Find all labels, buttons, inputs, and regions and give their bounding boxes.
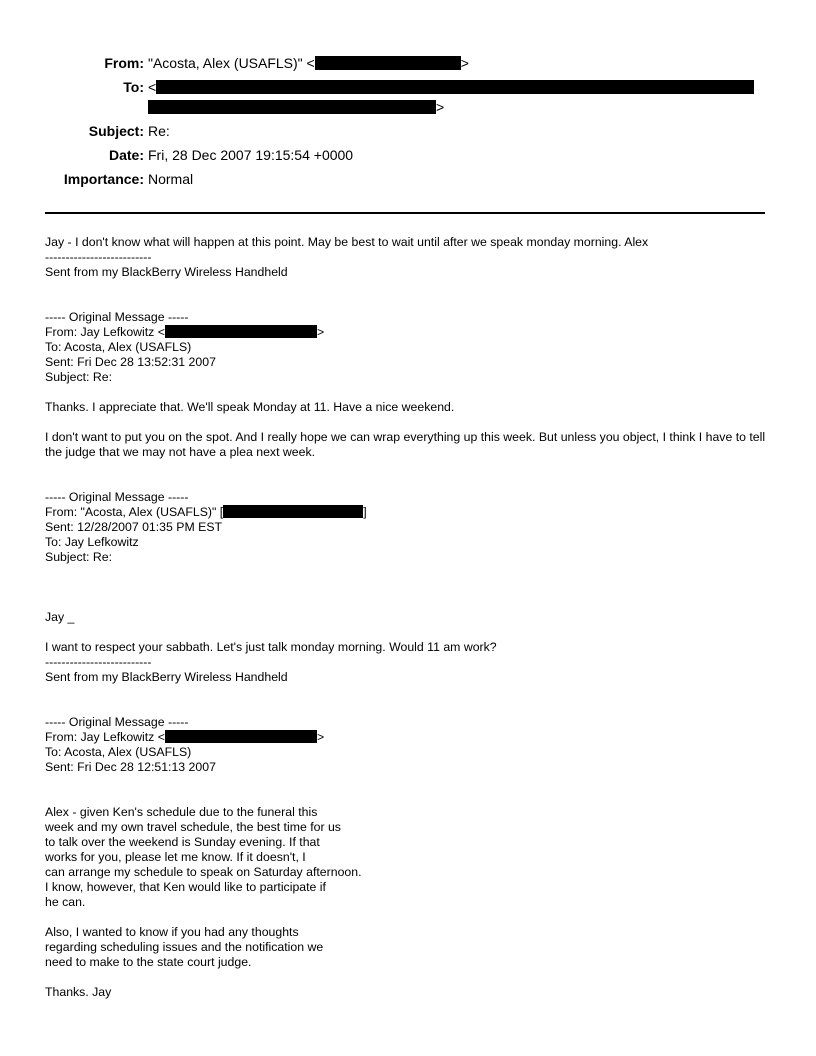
greeting: Jay _ — [45, 610, 75, 624]
from-bracket: > — [460, 55, 469, 71]
from-bracket: > — [316, 325, 325, 339]
body-line: can arrange my schedule to speak on Saturday afternoon. — [45, 865, 362, 879]
from-bracket: ] — [363, 505, 367, 519]
to-value-continued — [148, 99, 444, 116]
original-message-heading: ----- Original Message ----- — [45, 490, 189, 504]
from-text: From: Jay Lefkowitz < — [45, 730, 165, 744]
importance-value: Normal — [148, 171, 194, 187]
original-to: To: Jay Lefkowitz — [45, 535, 139, 549]
original-to: To: Acosta, Alex (USAFLS) — [45, 745, 192, 759]
redaction-bar — [315, 56, 461, 70]
from-label: From: — [104, 55, 144, 71]
redaction-bar — [223, 505, 363, 518]
message-body: Thanks. I appreciate that. We'll speak Monday at 11. Have a nice weekend. — [45, 400, 455, 414]
body-line: I know, however, that Ken would like to participate if — [45, 880, 326, 894]
message-body: I don't want to put you on the spot. And I really hope we can wrap everything up this week. But unless you object, I think I have to tell the judge that we may not have a plea next week. — [45, 430, 766, 459]
original-message-heading: ----- Original Message ----- — [45, 310, 189, 324]
from-text: From: Jay Lefkowitz < — [45, 325, 165, 339]
from-bracket: > — [316, 730, 325, 744]
subject-label: Subject: — [88, 123, 144, 139]
original-from — [45, 730, 324, 745]
original-subject: Subject: Re: — [45, 550, 112, 564]
separator-line: -------------------------- — [45, 655, 152, 669]
original-from — [45, 505, 367, 520]
body-line: Also, I wanted to know if you had any thoughts — [45, 925, 299, 939]
signature: Sent from my BlackBerry Wireless Handheld — [45, 265, 288, 279]
body-line: he can. — [45, 895, 86, 909]
body-line: regarding scheduling issues and the notification we — [45, 940, 324, 954]
from-name: "Acosta, Alex (USAFLS)" < — [148, 55, 315, 71]
body-line: to talk over the weekend is Sunday evening. If that — [45, 835, 320, 849]
from-text: From: "Acosta, Alex (USAFLS)" [ — [45, 505, 224, 519]
original-sent: Sent: Fri Dec 28 12:51:13 2007 — [45, 760, 216, 774]
to-bracket-close: > — [436, 99, 445, 115]
original-from — [45, 325, 324, 340]
redaction-bar — [148, 100, 436, 114]
to-value — [148, 79, 754, 96]
original-sent: Sent: 12/28/2007 01:35 PM EST — [45, 520, 223, 534]
date-label: Date: — [108, 147, 144, 163]
header-divider — [45, 212, 765, 214]
original-sent: Sent: Fri Dec 28 13:52:31 2007 — [45, 355, 216, 369]
importance-label: Importance: — [63, 171, 144, 187]
body-line: Alex - given Ken's schedule due to the funeral this — [45, 805, 318, 819]
subject-value: Re: — [148, 123, 170, 139]
separator-line: -------------------------- — [45, 250, 152, 264]
message-body: Jay - I don't know what will happen at this point. May be best to wait until after we speak monday morning. Alex — [45, 235, 649, 249]
body-line: works for you, please let me know. If it doesn't, I — [45, 850, 306, 864]
redaction-bar — [165, 730, 317, 743]
to-label: To: — [123, 79, 144, 95]
original-to: To: Acosta, Alex (USAFLS) — [45, 340, 192, 354]
from-value — [148, 55, 469, 72]
original-subject: Subject: Re: — [45, 370, 112, 384]
redaction-bar — [165, 325, 317, 338]
signature: Sent from my BlackBerry Wireless Handheld — [45, 670, 288, 684]
closing: Thanks. Jay — [45, 985, 112, 999]
body-line: need to make to the state court judge. — [45, 955, 252, 969]
to-bracket-open: < — [148, 79, 157, 95]
message-body: I want to respect your sabbath. Let's just talk monday morning. Would 11 am work? — [45, 640, 497, 654]
date-value: Fri, 28 Dec 2007 19:15:54 +0000 — [148, 147, 354, 163]
original-message-heading: ----- Original Message ----- — [45, 715, 189, 729]
redaction-bar — [156, 80, 754, 94]
body-line: week and my own travel schedule, the best time for us — [45, 820, 341, 834]
